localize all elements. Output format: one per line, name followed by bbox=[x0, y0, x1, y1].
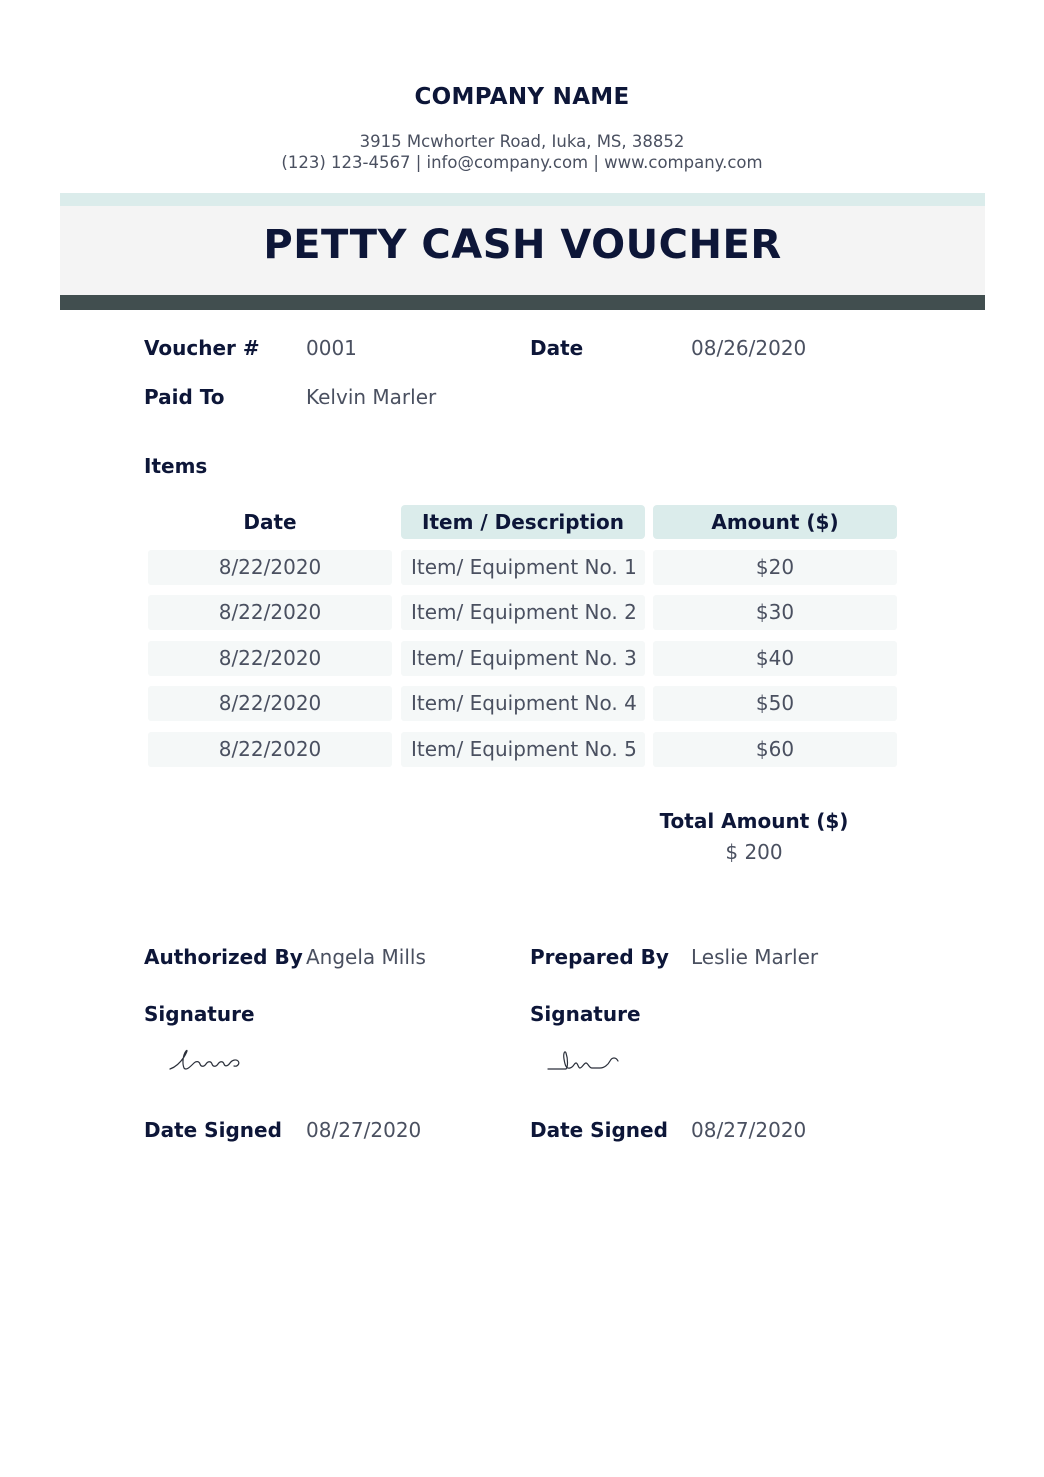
total-amount-value: $ 200 bbox=[725, 840, 783, 864]
table-row bbox=[0, 641, 1044, 676]
row-date: 8/22/2020 bbox=[148, 732, 392, 767]
table-row bbox=[0, 595, 1044, 630]
row-date: 8/22/2020 bbox=[148, 595, 392, 630]
prepared-by-label: Prepared By bbox=[530, 945, 669, 969]
authorized-date-signed-label: Date Signed bbox=[144, 1118, 282, 1142]
row-amount: $20 bbox=[653, 550, 897, 585]
prepared-by-value: Leslie Marler bbox=[691, 945, 819, 969]
title-band-top bbox=[60, 193, 985, 206]
total-amount-label: Total Amount ($) bbox=[659, 809, 849, 833]
row-description: Item/ Equipment No. 3 bbox=[401, 641, 645, 676]
items-label: Items bbox=[144, 454, 208, 478]
voucher-number-value: 0001 bbox=[306, 336, 357, 360]
company-contact: (123) 123-4567 | info@company.com | www.company.com bbox=[281, 153, 763, 172]
authorized-by-label: Authorized By bbox=[144, 945, 303, 969]
company-address: 3915 Mcwhorter Road, Iuka, MS, 38852 bbox=[359, 132, 685, 151]
voucher-number-label: Voucher # bbox=[144, 336, 260, 360]
row-description: Item/ Equipment No. 5 bbox=[401, 732, 645, 767]
column-header-date: Date bbox=[243, 510, 297, 534]
voucher-date-value: 08/26/2020 bbox=[691, 336, 807, 360]
company-name: COMPANY NAME bbox=[414, 84, 630, 110]
row-amount: $60 bbox=[653, 732, 897, 767]
prepared-signature-image bbox=[544, 1045, 624, 1077]
row-amount: $30 bbox=[653, 595, 897, 630]
table-row bbox=[0, 686, 1044, 721]
prepared-date-signed-value: 08/27/2020 bbox=[691, 1118, 807, 1142]
title-band-bottom bbox=[60, 295, 985, 310]
row-description: Item/ Equipment No. 4 bbox=[401, 686, 645, 721]
authorized-signature-label: Signature bbox=[144, 1002, 255, 1026]
paid-to-value: Kelvin Marler bbox=[306, 385, 437, 409]
voucher-date-label: Date bbox=[530, 336, 584, 360]
prepared-date-signed-label: Date Signed bbox=[530, 1118, 668, 1142]
row-date: 8/22/2020 bbox=[148, 641, 392, 676]
row-description: Item/ Equipment No. 1 bbox=[401, 550, 645, 585]
table-row bbox=[0, 550, 1044, 585]
authorized-signature-image bbox=[166, 1043, 246, 1077]
table-row bbox=[0, 732, 1044, 767]
column-header-description: Item / Description bbox=[401, 505, 645, 539]
row-date: 8/22/2020 bbox=[148, 550, 392, 585]
paid-to-label: Paid To bbox=[144, 385, 225, 409]
column-header-amount: Amount ($) bbox=[653, 505, 897, 539]
page-title: PETTY CASH VOUCHER bbox=[263, 222, 782, 268]
row-description: Item/ Equipment No. 2 bbox=[401, 595, 645, 630]
row-amount: $40 bbox=[653, 641, 897, 676]
prepared-signature-label: Signature bbox=[530, 1002, 641, 1026]
authorized-date-signed-value: 08/27/2020 bbox=[306, 1118, 422, 1142]
authorized-by-value: Angela Mills bbox=[306, 945, 426, 969]
row-date: 8/22/2020 bbox=[148, 686, 392, 721]
row-amount: $50 bbox=[653, 686, 897, 721]
